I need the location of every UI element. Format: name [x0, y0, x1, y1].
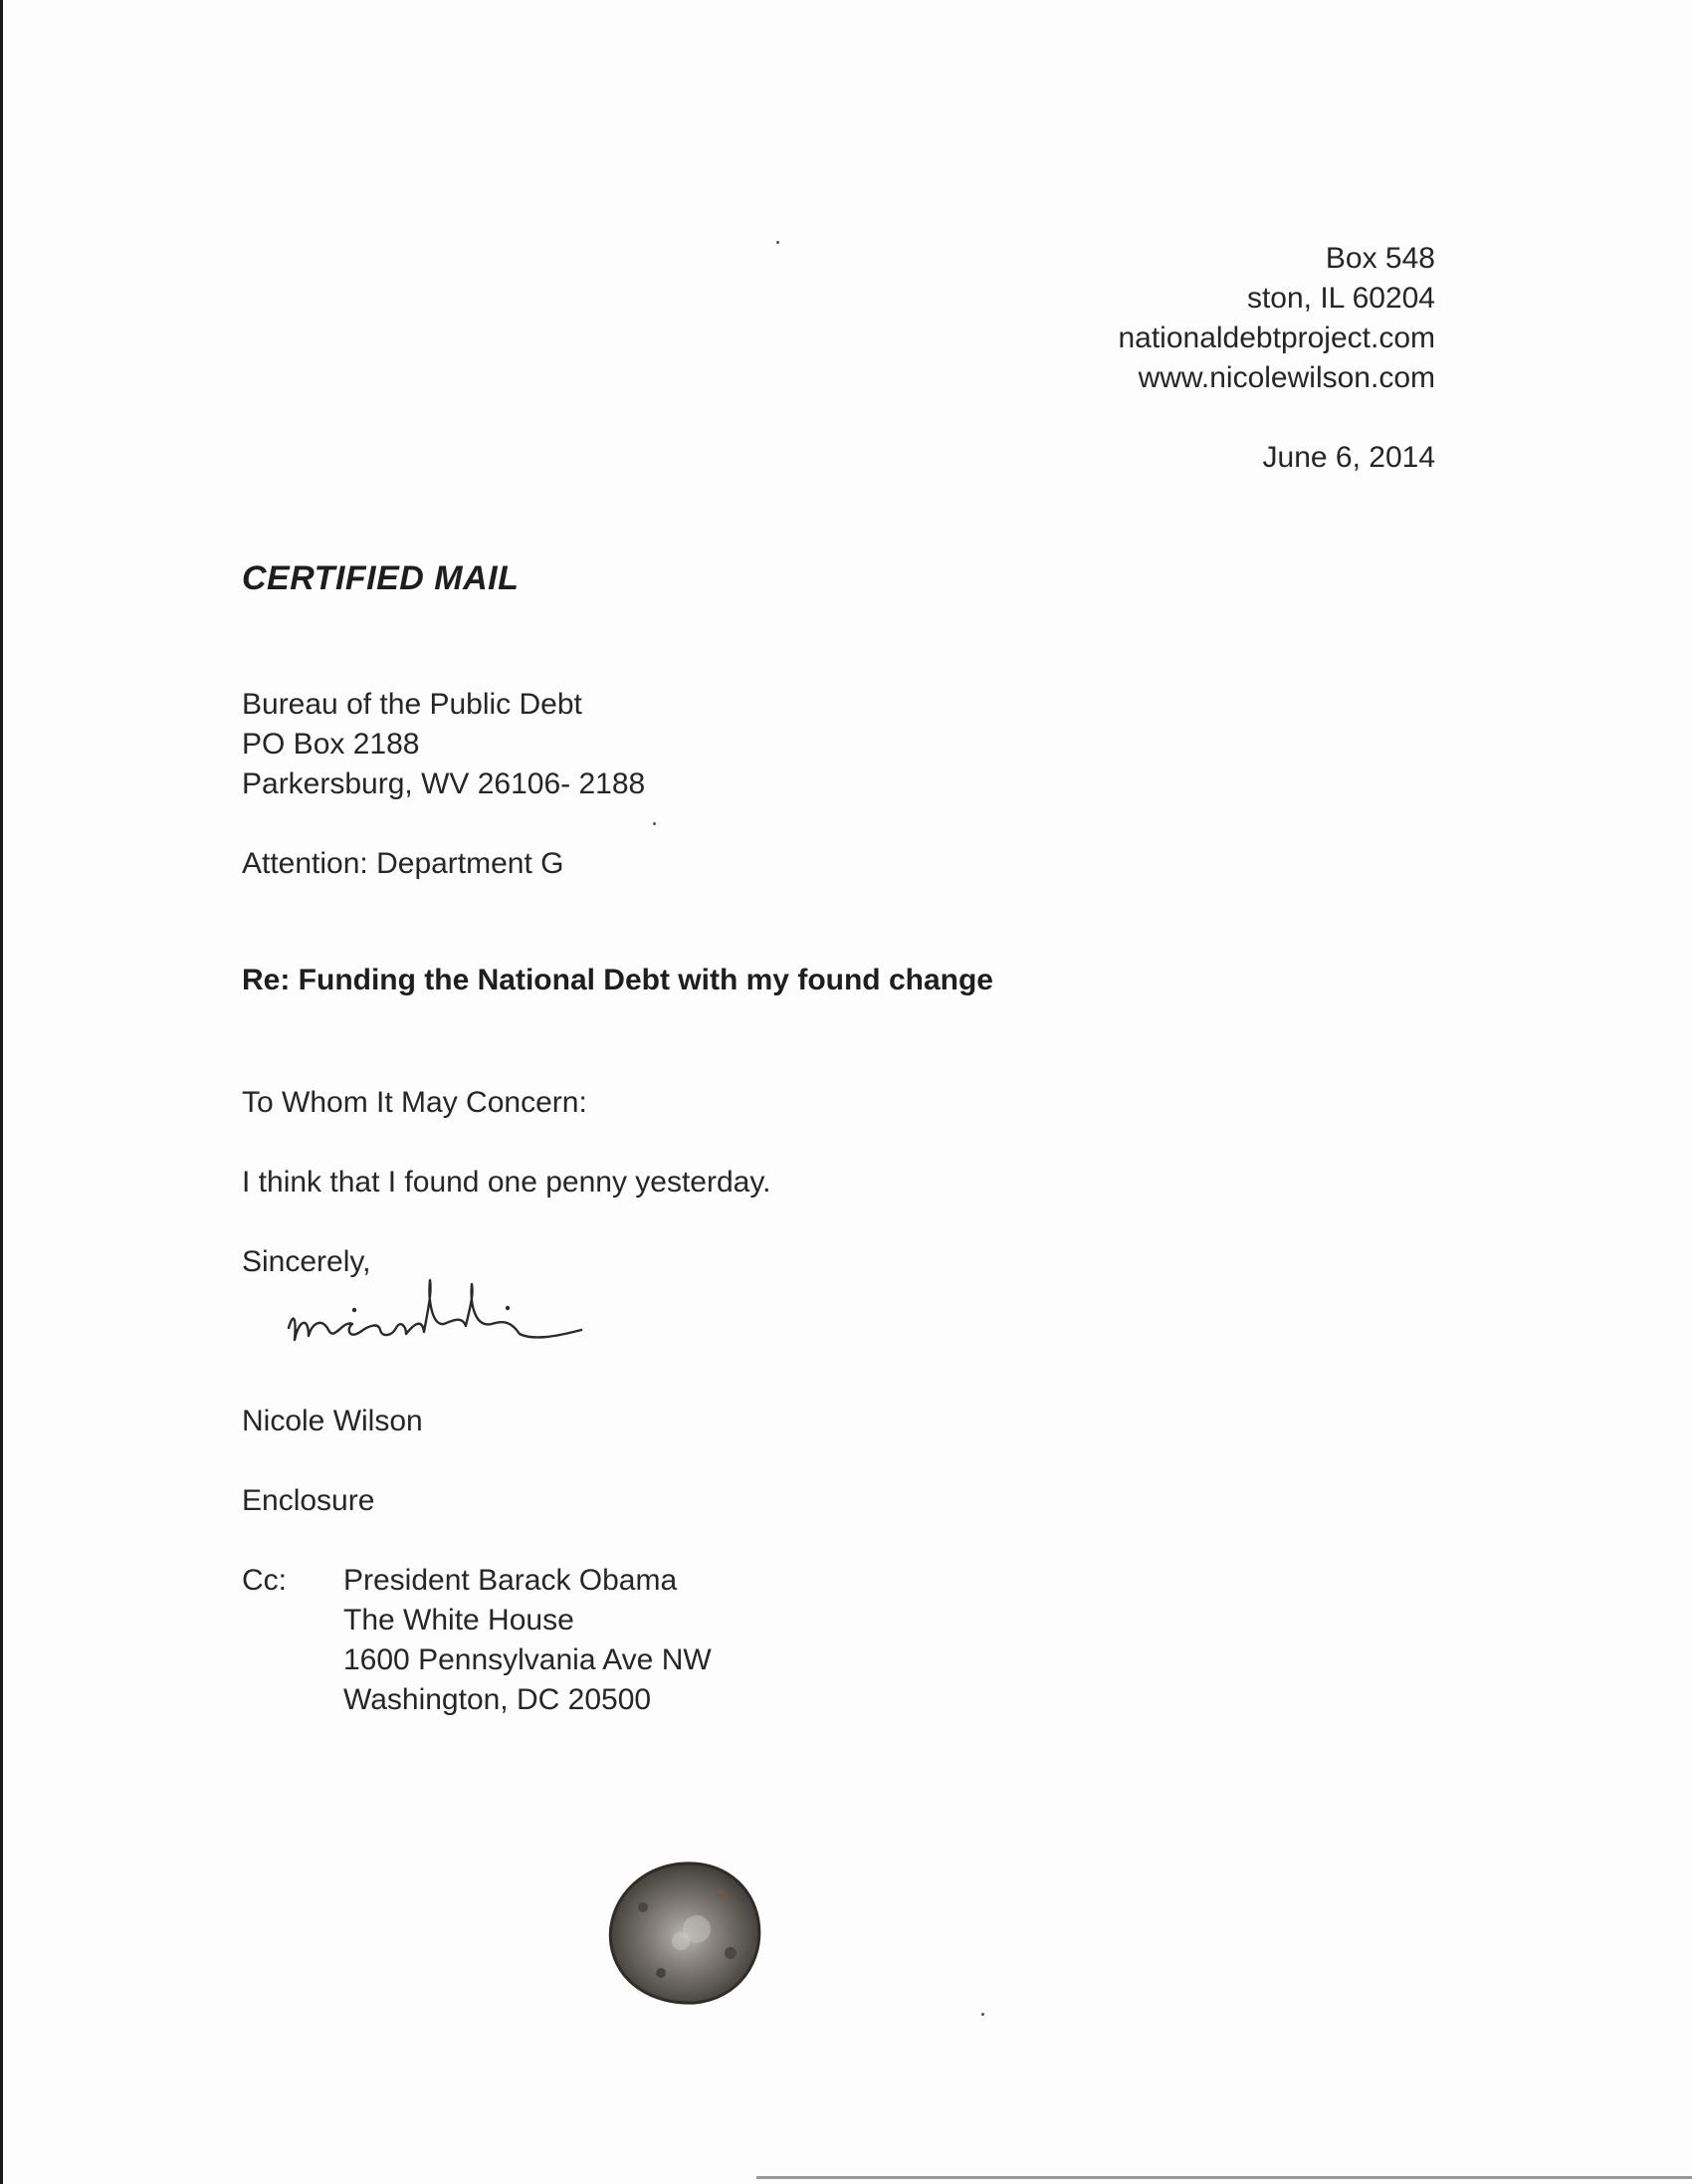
sender-website: nationaldebtproject.com — [1118, 322, 1435, 354]
attention-line: Attention: Department G — [242, 847, 564, 880]
scan-edge-bottom — [756, 2176, 1692, 2179]
sender-website: www.nicolewilson.com — [1138, 361, 1435, 394]
sender-address — [1118, 239, 1435, 398]
signature — [283, 1270, 641, 1370]
salutation: To Whom It May Concern: — [242, 1086, 587, 1119]
scan-speck — [653, 822, 656, 825]
signer-name: Nicole Wilson — [242, 1405, 423, 1437]
cc-line: Washington, DC 20500 — [343, 1683, 652, 1716]
letter-date: June 6, 2014 — [1262, 441, 1435, 474]
penny-image — [603, 1857, 766, 2007]
scan-speck — [776, 241, 779, 244]
subject-line: Re: Funding the National Debt with my found change — [242, 964, 993, 996]
recipient-line: PO Box 2188 — [242, 728, 420, 761]
enclosure-note: Enclosure — [242, 1484, 375, 1517]
scan-edge — [0, 0, 3, 2184]
scan-speck — [981, 2013, 984, 2016]
cc-line: 1600 Pennsylvania Ave NW — [343, 1643, 712, 1676]
closing: Sincerely, — [242, 1245, 371, 1278]
cc-line: The White House — [343, 1604, 574, 1637]
letter-body: I think that I found one penny yesterday. — [242, 1166, 771, 1199]
delivery-method: CERTIFIED MAIL — [242, 559, 520, 597]
sender-address-line: Box 548 — [1325, 242, 1435, 275]
cc-address — [343, 1561, 712, 1720]
sender-address-line: ston, IL 60204 — [1246, 282, 1435, 315]
cc-label: Cc: — [242, 1564, 287, 1597]
recipient-line: Parkersburg, WV 26106- 2188 — [242, 767, 646, 800]
cc-line: President Barack Obama — [343, 1564, 678, 1597]
recipient-address — [242, 685, 645, 804]
recipient-line: Bureau of the Public Debt — [242, 688, 582, 721]
